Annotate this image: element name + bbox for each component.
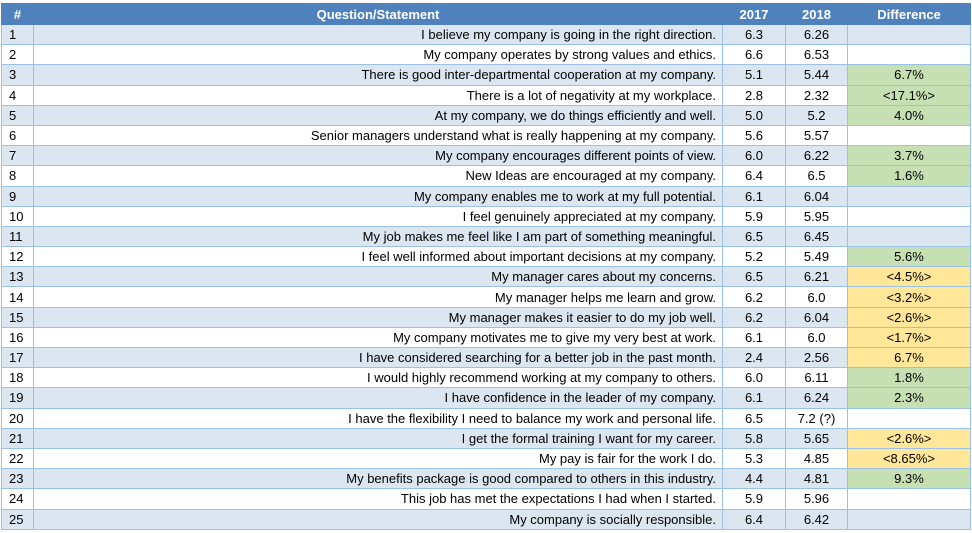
row-number: 6 <box>2 125 34 145</box>
score-2017-cell: 6.2 <box>723 287 786 307</box>
score-2018-cell: 6.5 <box>786 166 848 186</box>
score-2018-cell: 4.85 <box>786 448 848 468</box>
header-row <box>2 4 971 25</box>
question-cell: My manager makes it easier to do my job well. <box>34 307 723 327</box>
difference-cell: <8.65%> <box>848 448 971 468</box>
score-2017-cell: 6.1 <box>723 388 786 408</box>
score-2017-cell: 5.9 <box>723 206 786 226</box>
header-num: # <box>2 4 34 25</box>
table-row <box>2 509 971 529</box>
score-2017-cell: 6.4 <box>723 166 786 186</box>
table-row <box>2 166 971 186</box>
score-2017-cell: 2.4 <box>723 348 786 368</box>
question-cell: I have confidence in the leader of my company. <box>34 388 723 408</box>
table-row <box>2 206 971 226</box>
table-row <box>2 469 971 489</box>
score-2018-cell: 6.22 <box>786 146 848 166</box>
score-2017-cell: 6.2 <box>723 307 786 327</box>
table-row <box>2 247 971 267</box>
score-2018-cell: 5.2 <box>786 105 848 125</box>
row-number: 12 <box>2 247 34 267</box>
difference-cell: <17.1%> <box>848 85 971 105</box>
row-number: 3 <box>2 65 34 85</box>
row-number: 13 <box>2 267 34 287</box>
difference-cell: 4.0% <box>848 105 971 125</box>
difference-cell: 2.3% <box>848 388 971 408</box>
table-row <box>2 65 971 85</box>
score-2017-cell: 6.6 <box>723 45 786 65</box>
score-2018-cell: 6.24 <box>786 388 848 408</box>
difference-cell: 6.7% <box>848 348 971 368</box>
question-cell: My company encourages different points of view. <box>34 146 723 166</box>
score-2018-cell: 6.42 <box>786 509 848 529</box>
row-number: 8 <box>2 166 34 186</box>
score-2017-cell: 6.5 <box>723 267 786 287</box>
row-number: 23 <box>2 469 34 489</box>
score-2018-cell: 7.2 (?) <box>786 408 848 428</box>
difference-cell: <4.5%> <box>848 267 971 287</box>
score-2018-cell: 6.45 <box>786 226 848 246</box>
score-2017-cell: 6.4 <box>723 509 786 529</box>
question-cell: I get the formal training I want for my career. <box>34 428 723 448</box>
question-cell: At my company, we do things efficiently and well. <box>34 105 723 125</box>
difference-cell <box>848 489 971 509</box>
table-row <box>2 368 971 388</box>
score-2018-cell: 6.53 <box>786 45 848 65</box>
table-row <box>2 226 971 246</box>
score-2018-cell: 5.96 <box>786 489 848 509</box>
difference-cell: 1.8% <box>848 368 971 388</box>
table-row <box>2 45 971 65</box>
question-cell: I feel well informed about important decisions at my company. <box>34 247 723 267</box>
row-number: 25 <box>2 509 34 529</box>
table-row <box>2 448 971 468</box>
question-cell: I feel genuinely appreciated at my company. <box>34 206 723 226</box>
question-cell: My company operates by strong values and ethics. <box>34 45 723 65</box>
difference-cell <box>848 186 971 206</box>
score-2017-cell: 5.9 <box>723 489 786 509</box>
row-number: 19 <box>2 388 34 408</box>
question-cell: My manager helps me learn and grow. <box>34 287 723 307</box>
question-cell: New Ideas are encouraged at my company. <box>34 166 723 186</box>
score-2017-cell: 6.3 <box>723 25 786 45</box>
difference-cell <box>848 408 971 428</box>
score-2018-cell: 6.21 <box>786 267 848 287</box>
difference-cell <box>848 206 971 226</box>
score-2017-cell: 6.1 <box>723 186 786 206</box>
row-number: 22 <box>2 448 34 468</box>
score-2018-cell: 5.44 <box>786 65 848 85</box>
row-number: 15 <box>2 307 34 327</box>
question-cell: My benefits package is good compared to others in this industry. <box>34 469 723 489</box>
table-row <box>2 489 971 509</box>
score-2018-cell: 5.65 <box>786 428 848 448</box>
difference-cell <box>848 125 971 145</box>
table-row <box>2 25 971 45</box>
difference-cell: 3.7% <box>848 146 971 166</box>
question-cell: My job makes me feel like I am part of something meaningful. <box>34 226 723 246</box>
question-cell: My company is socially responsible. <box>34 509 723 529</box>
row-number: 20 <box>2 408 34 428</box>
table-row <box>2 428 971 448</box>
table-row <box>2 146 971 166</box>
score-2017-cell: 6.5 <box>723 408 786 428</box>
difference-cell <box>848 509 971 529</box>
header-question: Question/Statement <box>34 4 723 25</box>
difference-cell <box>848 226 971 246</box>
row-number: 2 <box>2 45 34 65</box>
table-row <box>2 125 971 145</box>
table-row <box>2 105 971 125</box>
score-2017-cell: 6.0 <box>723 146 786 166</box>
row-number: 4 <box>2 85 34 105</box>
header-2018: 2018 <box>786 4 848 25</box>
difference-cell: 6.7% <box>848 65 971 85</box>
score-2017-cell: 6.1 <box>723 327 786 347</box>
score-2018-cell: 5.95 <box>786 206 848 226</box>
score-2017-cell: 5.1 <box>723 65 786 85</box>
score-2018-cell: 2.56 <box>786 348 848 368</box>
difference-cell: 1.6% <box>848 166 971 186</box>
difference-cell: <2.6%> <box>848 428 971 448</box>
score-2018-cell: 5.57 <box>786 125 848 145</box>
row-number: 16 <box>2 327 34 347</box>
table-row <box>2 388 971 408</box>
score-2018-cell: 6.04 <box>786 307 848 327</box>
header-difference: Difference <box>848 4 971 25</box>
score-2018-cell: 6.0 <box>786 287 848 307</box>
table-row <box>2 186 971 206</box>
score-2017-cell: 6.5 <box>723 226 786 246</box>
table-header <box>2 4 971 25</box>
difference-cell: 9.3% <box>848 469 971 489</box>
score-2018-cell: 4.81 <box>786 469 848 489</box>
score-2018-cell: 2.32 <box>786 85 848 105</box>
table-row <box>2 287 971 307</box>
score-2017-cell: 5.0 <box>723 105 786 125</box>
score-2017-cell: 2.8 <box>723 85 786 105</box>
table-row <box>2 307 971 327</box>
table-row <box>2 408 971 428</box>
difference-cell: <2.6%> <box>848 307 971 327</box>
row-number: 5 <box>2 105 34 125</box>
table-row <box>2 267 971 287</box>
question-cell: My manager cares about my concerns. <box>34 267 723 287</box>
score-2017-cell: 5.2 <box>723 247 786 267</box>
table-row <box>2 85 971 105</box>
row-number: 17 <box>2 348 34 368</box>
table-body <box>2 25 971 530</box>
question-cell: There is good inter-departmental cooperation at my company. <box>34 65 723 85</box>
question-cell: There is a lot of negativity at my workplace. <box>34 85 723 105</box>
row-number: 7 <box>2 146 34 166</box>
question-cell: My pay is fair for the work I do. <box>34 448 723 468</box>
score-2017-cell: 6.0 <box>723 368 786 388</box>
question-cell: I have considered searching for a better job in the past month. <box>34 348 723 368</box>
score-2017-cell: 5.8 <box>723 428 786 448</box>
table-row <box>2 348 971 368</box>
score-2018-cell: 6.04 <box>786 186 848 206</box>
row-number: 9 <box>2 186 34 206</box>
question-cell: I believe my company is going in the right direction. <box>34 25 723 45</box>
difference-cell: <3.2%> <box>848 287 971 307</box>
question-cell: Senior managers understand what is really happening at my company. <box>34 125 723 145</box>
score-2017-cell: 4.4 <box>723 469 786 489</box>
row-number: 18 <box>2 368 34 388</box>
score-2018-cell: 6.0 <box>786 327 848 347</box>
survey-table <box>1 3 971 530</box>
difference-cell <box>848 45 971 65</box>
score-2018-cell: 6.11 <box>786 368 848 388</box>
row-number: 11 <box>2 226 34 246</box>
question-cell: I would highly recommend working at my company to others. <box>34 368 723 388</box>
question-cell: My company enables me to work at my full potential. <box>34 186 723 206</box>
row-number: 21 <box>2 428 34 448</box>
score-2017-cell: 5.6 <box>723 125 786 145</box>
row-number: 14 <box>2 287 34 307</box>
score-2018-cell: 5.49 <box>786 247 848 267</box>
score-2018-cell: 6.26 <box>786 25 848 45</box>
table-row <box>2 327 971 347</box>
row-number: 24 <box>2 489 34 509</box>
difference-cell: <1.7%> <box>848 327 971 347</box>
question-cell: My company motivates me to give my very best at work. <box>34 327 723 347</box>
difference-cell: 5.6% <box>848 247 971 267</box>
header-2017: 2017 <box>723 4 786 25</box>
row-number: 1 <box>2 25 34 45</box>
question-cell: I have the flexibility I need to balance my work and personal life. <box>34 408 723 428</box>
difference-cell <box>848 25 971 45</box>
score-2017-cell: 5.3 <box>723 448 786 468</box>
row-number: 10 <box>2 206 34 226</box>
question-cell: This job has met the expectations I had when I started. <box>34 489 723 509</box>
